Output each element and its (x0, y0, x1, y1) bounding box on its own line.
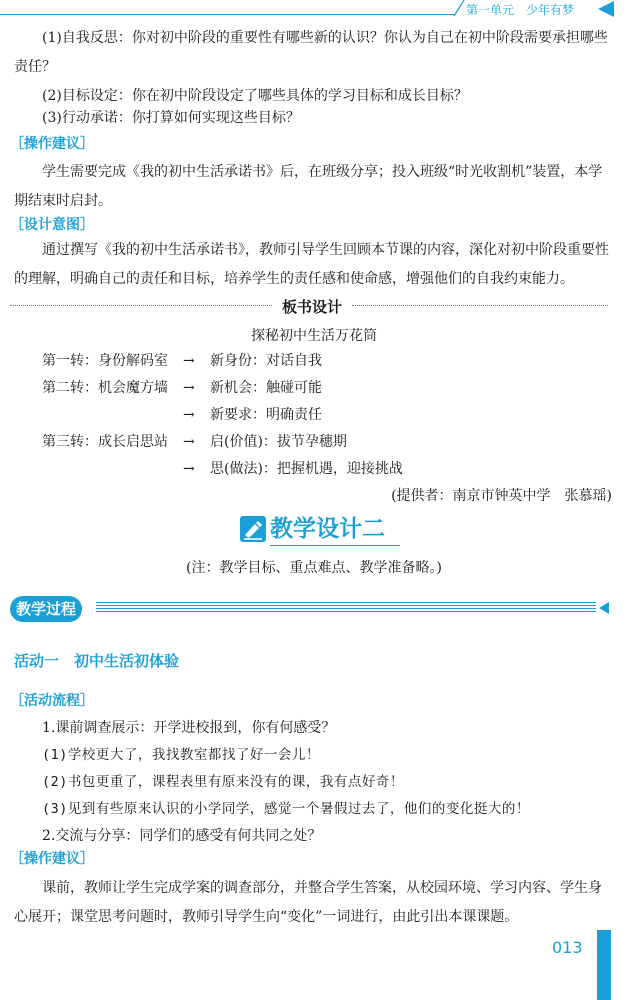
board-row-left: 第二转：机会魔方墙 (42, 380, 168, 396)
arrow-icon: → (183, 380, 195, 396)
board-row-right: 新身份：对话自我 (210, 353, 322, 369)
activity-flow-tag: ［活动流程］ (10, 693, 94, 709)
page-header (0, 0, 628, 24)
arrow-icon: → (183, 434, 195, 450)
flow-answer-1: (1)学校更大了，我找教室都找了好一会儿！ (42, 747, 320, 763)
design-intent-text: 通过撰写《我的初中生活承诺书》，教师引导学生回顾本节课的内容，深化对初中阶段重要性的理解，明确自己的责任和目标，培养学生的责任感和使命感，增强他们的自我约束能力。 (14, 242, 609, 287)
board-row-right: 思(做法)：把握机遇，迎接挑战 (210, 461, 403, 477)
page-number: 013 (552, 938, 583, 957)
arrow-icon: → (183, 461, 195, 477)
process-banner (10, 594, 610, 624)
board-row-right: 新机会：触碰可能 (210, 380, 322, 396)
writing-icon (240, 516, 266, 542)
board-row-right: 启(价值)：拔节孕穗期 (210, 434, 347, 450)
header-triangle-icon (596, 0, 616, 18)
reflection-q3: (3)行动承诺：你打算如何实现这些目标？ (42, 110, 300, 126)
design2-note: (注：教学目标、重点难点、教学准备略。) (186, 560, 442, 576)
header-text: 第一单元 少年有梦 (466, 3, 575, 17)
process-stripes (96, 602, 596, 613)
board-row-right: 新要求：明确责任 (210, 407, 322, 423)
page-edge-tab (597, 930, 611, 1000)
activity-title: 活动一 初中生活初体验 (14, 652, 180, 670)
flow-item-1: 1.课前调查展示：开学进校报到，你有何感受？ (42, 720, 336, 736)
process-triangle-icon (598, 601, 610, 615)
flow-item-2: 2.交流与分享：同学们的感受有何共同之处？ (42, 828, 322, 844)
arrow-icon: → (183, 353, 195, 369)
board-row-left: 第一转：身份解码室 (42, 353, 168, 369)
op-suggestion-tag: ［操作建议］ (10, 851, 94, 867)
board-heading: 板书设计 (281, 298, 342, 316)
flow-answer-2: (2)书包更重了，课程表里有原来没有的课，我有点好奇！ (42, 774, 404, 790)
arrow-icon: → (183, 407, 195, 423)
design2-underline (270, 545, 400, 546)
op-suggestion-tag: ［操作建议］ (10, 136, 94, 152)
board-title: 探秘初中生活万花筒 (251, 328, 377, 344)
reflection-q2: (2)目标设定：你在初中阶段设定了哪些具体的学习目标和成长目标？ (42, 88, 468, 104)
op-suggestion-text: 课前，教师让学生完成学案的调查部分，并整合学生答案，从校园环境、学习内容、学生身心展开；课堂思考问题时，教师引导学生向“变化”一词进行，由此引出本课课题。 (14, 880, 602, 925)
flow-answer-3: (3)见到有些原来认识的小学同学，感觉一个暑假过去了，他们的变化挺大的！ (42, 801, 530, 817)
process-label: 教学过程 (10, 596, 82, 622)
board-row-left: 第三转：成长启思站 (42, 434, 168, 450)
header-rule (0, 14, 455, 15)
design2-title-block (240, 514, 400, 546)
reflection-q1: (1)自我反思：你对初中阶段的重要性有哪些新的认识？你认为自己在初中阶段需要承担哪些责任？ (14, 30, 608, 75)
op-suggestion-text: 学生需要完成《我的初中生活承诺书》后，在班级分享；投入班级“时光收割机”装置，本学期结束时启封。 (14, 164, 603, 209)
header-slash (452, 0, 466, 18)
board-divider-right (352, 305, 608, 306)
board-provider: (提供者：南京市钟英中学 张慕瑶) (391, 488, 612, 504)
design-intent-tag: ［设计意图］ (10, 217, 94, 233)
design2-title: 教学设计二 (270, 515, 385, 542)
board-divider-left (10, 305, 272, 306)
